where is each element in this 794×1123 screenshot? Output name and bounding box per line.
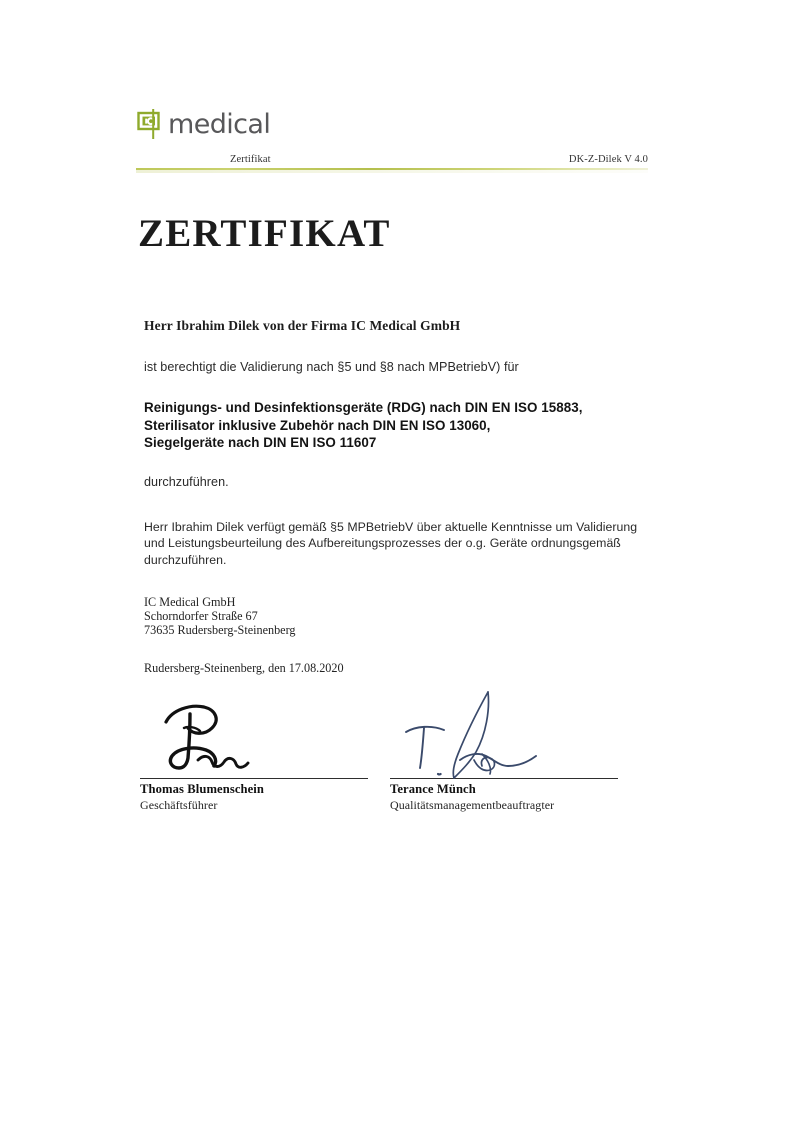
document-header xyxy=(136,106,648,173)
issuer-company: IC Medical GmbH xyxy=(144,595,236,609)
signatory-role-2: Qualitätsmanagementbeauftragter xyxy=(390,798,555,812)
header-meta xyxy=(136,147,648,166)
signature-terance-muench xyxy=(390,694,618,778)
document-version-label: DK-Z-Dilek V 4.0 xyxy=(568,154,648,165)
scope-line-1: Reinigungs- und Desinfektionsgeräte (RDG) nach DIN EN ISO 15883, xyxy=(144,400,583,415)
ic-logo-mark xyxy=(137,109,167,139)
place-and-date-line: Rudersberg-Steinenberg, den 17.08.2020 xyxy=(144,661,344,675)
header-divider-shadow xyxy=(136,170,648,173)
signatory-role-1: Geschäftsführer xyxy=(140,798,218,812)
signature-block-1 xyxy=(140,694,368,813)
document-kind-label: Zertifikat xyxy=(230,154,271,165)
signatory-name-2: Terance Münch xyxy=(390,782,476,796)
signature-area xyxy=(140,694,640,813)
scope-line-3: Siegelgeräte nach DIN EN ISO 11607 xyxy=(144,435,377,450)
signatory-name-1: Thomas Blumenschein xyxy=(140,782,265,796)
logo-wordmark: medical xyxy=(168,108,271,140)
issuer-address xyxy=(144,595,296,637)
competence-paragraph: Herr Ibrahim Dilek verfügt gemäß §5 MPBetriebV über aktuelle Kenntnisse um Validierung und Leistungsbeurteilung des Aufbereitungsprozesses der o.g. Geräte ordnungsgemäß durchzuführen. xyxy=(144,519,638,567)
issuer-street: Schorndorfer Straße 67 xyxy=(144,609,258,623)
ic-medical-logo xyxy=(137,106,648,142)
recipient-line: Herr Ibrahim Dilek von der Firma IC Medical GmbH xyxy=(144,318,461,333)
page-title: ZERTIFIKAT xyxy=(138,212,391,255)
execute-line: durchzuführen. xyxy=(144,474,229,489)
scope-line-2: Sterilisator inklusive Zubehör nach DIN EN ISO 13060, xyxy=(144,417,491,433)
signature-rule-1 xyxy=(140,778,368,779)
authorization-line: ist berechtigt die Validierung nach §5 und §8 nach MPBetriebV) für xyxy=(144,360,519,374)
issuer-city: 73635 Rudersberg-Steinenberg xyxy=(144,623,296,637)
header-divider xyxy=(136,168,648,170)
signature-thomas-blumenschein xyxy=(140,694,368,778)
signature-block-2 xyxy=(390,694,618,813)
certificate-body xyxy=(144,318,644,568)
